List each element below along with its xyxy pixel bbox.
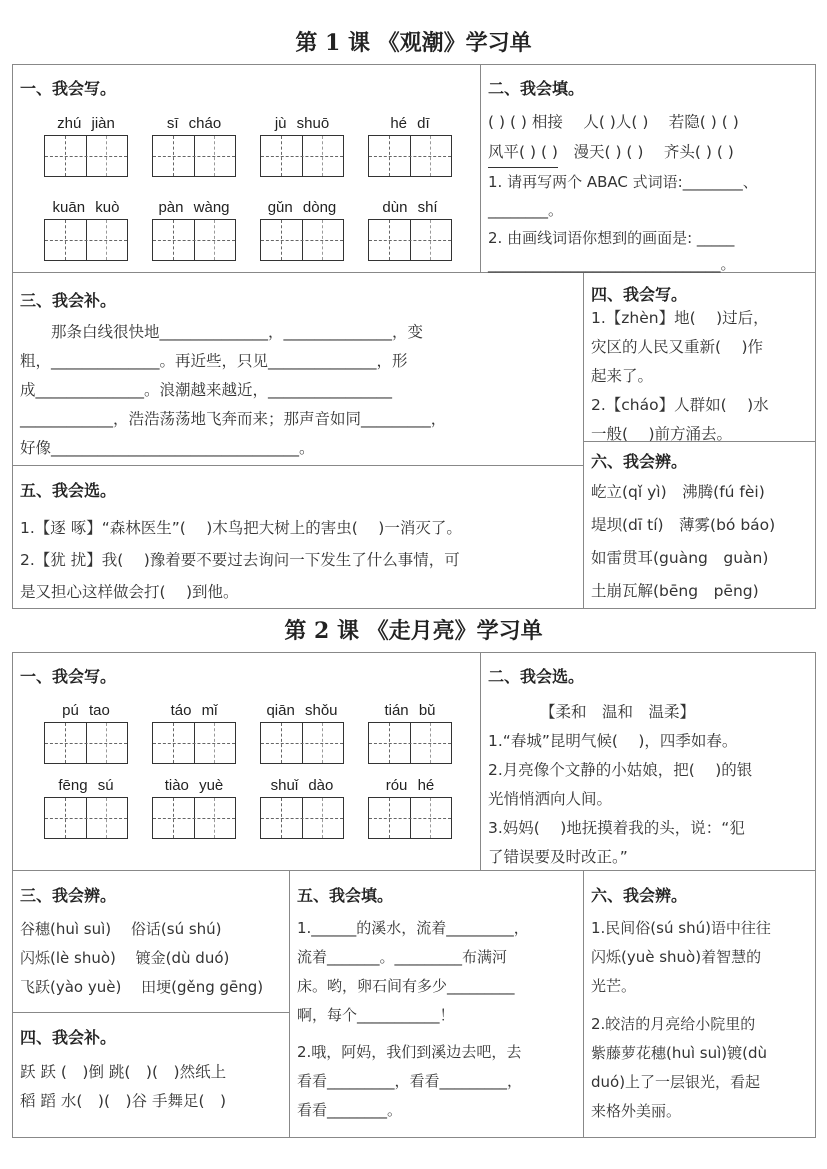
pinyin-label: hé dī [390, 115, 430, 132]
text-line: 2.月亮像个文静的小姑娘，把( )的银 [488, 761, 753, 779]
l1-s5-heading: 五、我会选。 [20, 481, 117, 500]
text-line: 闪烁(lè shuò) 镀金(dù duó) [20, 949, 230, 967]
pinyin-label: gǔn dòng [267, 199, 337, 216]
divider [480, 652, 481, 870]
l1-s2-line2: 风平( ) ( ) 漫天( ) ( ) 齐头( ) ( ) [488, 138, 734, 168]
text-line: 啊，每个___________！ [297, 1006, 455, 1024]
pinyin-label: qiān shǒu [266, 702, 338, 719]
text-line: 2.皎洁的月亮给小院里的 [591, 1015, 756, 1033]
tianzige-writing-box[interactable] [260, 797, 344, 839]
l2-s4-heading: 四、我会补。 [20, 1028, 117, 1047]
l1-s1-heading: 一、我会写。 [20, 79, 117, 98]
l1-s6-heading: 六、我会辨。 [591, 452, 688, 471]
text-line: 堤坝(dī tí) 薄雾(bó báo) [591, 516, 776, 534]
l1-s2-line1: ( ) ( ) 相接 人( )人( ) 若隐( ) ( ) [488, 113, 739, 131]
text-line: 床。哟，卵石间有多少_________ [297, 977, 515, 995]
text-line: 灾区的人民又重新( )作 [591, 338, 764, 356]
text-line: 光芒。 [591, 977, 637, 995]
tianzige-writing-box[interactable] [368, 135, 452, 177]
tianzige-writing-box[interactable] [152, 219, 236, 261]
text-line: 光悄悄洒向人间。 [488, 790, 613, 808]
l2-s5-text2 [297, 1038, 522, 1125]
l2-s2-text [488, 727, 752, 872]
text-line: 流着_______。_________布满河 [297, 948, 508, 966]
tianzige-writing-box[interactable] [44, 219, 128, 261]
l2-s2-options: 【柔和 温和 温柔】 [540, 703, 696, 721]
l1-s2-q2: 2. 由画线词语你想到的画面是: _____ [488, 229, 735, 247]
tianzige-writing-box[interactable] [368, 219, 452, 261]
text-line: 看看________。 [297, 1101, 403, 1119]
lesson2-title: 第 2 课 《走月亮》学习单 [284, 618, 543, 644]
l2-s2-heading: 二、我会选。 [488, 667, 585, 686]
tianzige-writing-box[interactable] [44, 797, 128, 839]
l1-s4-text [591, 304, 769, 449]
l1-s2-q1: 1. 请再写两个 ABAC 式词语:________、 [488, 173, 758, 191]
text-line: 是又担心这样做会打( )到他。 [20, 583, 239, 601]
tianzige-writing-box[interactable] [44, 135, 128, 177]
text-line: 好像________________________________。 [20, 439, 315, 457]
text-line: 1.【逐 啄】“森林医生”( )木鸟把大树上的害虫( )一消灭了。 [20, 519, 462, 537]
text-line: 谷穗(huì suì) 俗话(sú shú) [20, 920, 222, 938]
l2-s3-heading: 三、我会辨。 [20, 886, 117, 905]
text-line: duó)上了一层银光，看起 [591, 1073, 761, 1091]
pinyin-label: róu hé [385, 777, 435, 794]
text-line: 2.哦，阿妈，我们到溪边去吧，去 [297, 1043, 522, 1061]
l1-s2-q2b: _______________________________。 [488, 255, 736, 273]
pinyin-label: kuān kuò [52, 199, 120, 216]
pinyin-label: shuǐ dào [270, 777, 334, 794]
text-line: 1.______的溪水，流着_________， [297, 919, 529, 937]
text-line: 跃 跃 ( )倒 跳( )( )然纸上 [20, 1063, 227, 1081]
text-line: 起来了。 [591, 367, 654, 385]
tianzige-writing-box[interactable] [368, 797, 452, 839]
text-line: 来格外美丽。 [591, 1102, 682, 1120]
pinyin-label: sī cháo [166, 115, 222, 132]
text-line: 1.民间俗(sú shú)语中往往 [591, 919, 771, 937]
underlined-phrase: 风平( ) ( ) [488, 138, 558, 168]
tianzige-writing-box[interactable] [152, 722, 236, 764]
l1-s2-q1b: ________。 [488, 201, 564, 219]
text-line: 3.妈妈( )地抚摸着我的头，说：“犯 [488, 819, 745, 837]
text-line: 2.【cháo】人群如( )水 [591, 396, 769, 414]
tianzige-writing-box[interactable] [152, 135, 236, 177]
lesson1-title: 第 1 课 《观潮》学习单 [295, 30, 532, 56]
l1-s3-heading: 三、我会补。 [20, 291, 117, 310]
divider [480, 64, 481, 272]
text-line: 闪烁(yuè shuò)着智慧的 [591, 948, 762, 966]
divider [12, 465, 583, 466]
l2-s5-heading: 五、我会填。 [297, 886, 394, 905]
pinyin-label: táo mǐ [170, 702, 218, 719]
pinyin-label: zhú jiàn [57, 115, 115, 132]
text-line: 了错误要及时改正。” [488, 848, 628, 866]
text-line: 土崩瓦解(bēng pēng) [591, 582, 759, 600]
tianzige-writing-box[interactable] [368, 722, 452, 764]
text-line: 1.“春城”昆明气候( )，四季如春。 [488, 732, 738, 750]
l1-s5-text [20, 512, 462, 608]
text-line: 一般( )前方涌去。 [591, 425, 733, 443]
text-line: 2.【犹 扰】我( )豫着要不要过去询问一下发生了什么事情，可 [20, 551, 460, 569]
pinyin-label: tián bǔ [384, 702, 436, 719]
text-line: 粗，______________。再近些，只见______________，形 [20, 352, 408, 370]
l1-s6-text [591, 476, 775, 608]
l2-s3-text [20, 915, 263, 1002]
divider [12, 1012, 289, 1013]
text-line: ____________，浩浩荡荡地飞奔而来；那声音如同_________， [20, 410, 447, 428]
text-line: 那条白线很快地______________，______________，变 [20, 323, 424, 341]
tianzige-writing-box[interactable] [260, 722, 344, 764]
l1-s4-heading: 四、我会写。 [591, 285, 688, 304]
pinyin-label: tiào yuè [164, 777, 224, 794]
text-line: 屹立(qǐ yì) 沸腾(fú fèi) [591, 483, 765, 501]
text-line: 紫藤萝花穗(huì suì)镀(dù [591, 1044, 768, 1062]
tianzige-writing-box[interactable] [44, 722, 128, 764]
tianzige-writing-box[interactable] [260, 135, 344, 177]
l1-s3-text [20, 318, 580, 463]
text-line: 飞跃(yào yuè) 田埂(gěng gēng) [20, 978, 264, 996]
l2-s6-text2 [591, 1010, 767, 1126]
tianzige-writing-box[interactable] [152, 797, 236, 839]
pinyin-label: dùn shí [382, 199, 438, 216]
pinyin-label: fēng sú [58, 777, 114, 794]
divider [289, 870, 290, 1138]
pinyin-label: pú tao [62, 702, 110, 719]
l2-s6-text [591, 914, 771, 1001]
l1-s2-heading: 二、我会填。 [488, 79, 585, 98]
tianzige-writing-box[interactable] [260, 219, 344, 261]
text-line: 稻 蹈 水( )( )谷 手舞足( ) [20, 1092, 227, 1110]
text-line: 看看_________，看看_________， [297, 1072, 523, 1090]
text-line: 成______________。浪潮越来越近，________________ [20, 381, 393, 399]
text-line: 如雷贯耳(guàng guàn) [591, 549, 769, 567]
l2-s4-text [20, 1058, 226, 1116]
l2-s6-heading: 六、我会辨。 [591, 886, 688, 905]
pinyin-label: pàn wàng [158, 199, 230, 216]
l2-s5-text [297, 914, 529, 1030]
pinyin-label: jù shuō [274, 115, 330, 132]
divider [583, 870, 584, 1138]
text-line: 1.【zhèn】地( )过后， [591, 309, 769, 327]
l2-s1-heading: 一、我会写。 [20, 667, 117, 686]
